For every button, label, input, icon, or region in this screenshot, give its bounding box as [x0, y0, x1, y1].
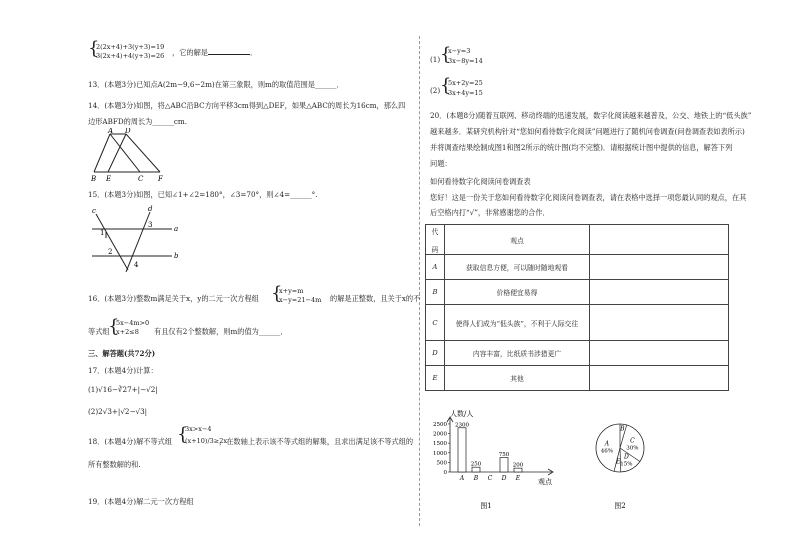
row-code: B	[426, 280, 445, 305]
y-tick-label: 1500	[433, 441, 447, 448]
row-view: 内容丰富，比纸质书涉猎更广	[445, 341, 590, 366]
line-label-d: d	[148, 205, 153, 213]
question-19: 19．(本题4分)解二元一次方程组	[88, 497, 194, 506]
row-check-cell[interactable]	[590, 366, 729, 391]
q12-eq2: 3(2x+4)+4(y+3)=26	[96, 52, 165, 60]
y-tick-label: 2000	[433, 431, 447, 438]
question-14-line1: 14．(本题3分)如图，将△ABC沿BC方向平移3cm得到△DEF，如果△ABC的周长为16cm，那么四	[88, 101, 406, 110]
bar-A	[458, 428, 466, 472]
header-check	[590, 225, 729, 255]
bar-chart-xlabel: 观点	[538, 478, 552, 486]
x-tick-label: E	[515, 475, 521, 482]
pie-chart-title: 图2	[614, 502, 626, 510]
system-brace: {	[271, 283, 283, 304]
q20-line-1: 20．(本题8分)随着互联网、移动终端的迅速发展，数字化阅读越来越普及，公交、地铁上的“低头族”	[430, 111, 752, 120]
q19-2-label: (2)	[430, 86, 441, 95]
question-17: 17．(本题4分)计算：	[88, 366, 158, 375]
question-14-line2: 边形ABFD的周长为______cm.	[88, 117, 188, 126]
pie-slice-percent: 30%	[626, 445, 639, 452]
row-view: 获取信息方便，可以随时随地观看	[445, 255, 590, 280]
row-view: 其他	[445, 366, 590, 391]
x-tick-label: A	[459, 475, 465, 482]
bar-chart-title: 图1	[480, 502, 492, 510]
y-tick-label: 0	[443, 470, 447, 476]
label-D: D	[125, 128, 131, 135]
pie-slice-D: D	[623, 453, 629, 461]
label-E: E	[106, 175, 112, 183]
q19-1-label: (1)	[430, 55, 441, 64]
row-check-cell[interactable]	[590, 280, 729, 305]
y-tick-label: 2500	[433, 421, 447, 428]
question-13: 13．(本题3分)已知点A(2m−9,6−2m)在第三象限，则m的取值范围是______．	[88, 80, 344, 89]
pie-slice-E: E	[615, 458, 621, 466]
x-tick-label: C	[487, 475, 493, 482]
row-check-cell[interactable]	[590, 255, 729, 280]
q17-part2: (2)2√3+|√2−√3|	[88, 407, 148, 416]
q19-2-eq2: 3x+4y=15	[448, 89, 483, 97]
pie-slice-percent: 46%	[600, 448, 614, 455]
q18-text-a: 18．(本题4分)解不等式组	[88, 437, 173, 446]
line-label-c: c	[92, 207, 96, 215]
question-15: 15．(本题3分)如图，已知∠1+∠2=180°，∠3=70°，则∠4=______°.	[88, 190, 318, 199]
bar-E	[514, 468, 522, 472]
q19-1-eq1: x−y=3	[448, 47, 471, 55]
bar-chart-ylabel: 人数/人	[450, 410, 474, 418]
q18-sys-eq1: 3x>x−4	[185, 425, 212, 433]
q16-line2b: 有且仅有2个整数解，则m的值为______．	[154, 327, 288, 336]
row-view: 使得人们成为“低头族”，不利于人际交往	[445, 305, 590, 341]
survey-title: 如何看待数字化阅读问卷调查表	[430, 177, 531, 186]
row-check-cell[interactable]	[590, 341, 729, 366]
survey-intro-2: 后空格内打“√”，非常感谢您的合作．	[430, 208, 550, 217]
q12-text: ，它的解是 ．	[172, 48, 258, 57]
system-brace: {	[108, 316, 120, 337]
row-code: C	[426, 305, 445, 341]
q16-line2a: 等式组	[88, 327, 110, 336]
system-brace: {	[440, 44, 452, 65]
q16-line1b: 的解是正整数，且关于x的不	[330, 294, 421, 303]
section-3-heading: 三、解答题(共72分)	[88, 349, 156, 358]
row-code: E	[426, 366, 445, 391]
y-tick-label: 1000	[433, 450, 447, 457]
table-row	[426, 366, 729, 391]
q20-line-4: 问题：	[430, 159, 452, 168]
q18-text-b: ，在数轴上表示该不等式组的解集，且求出满足该不等式组的	[219, 437, 414, 446]
bar-value-label: 2300	[455, 422, 469, 429]
pie-slice-A: A	[604, 440, 610, 448]
q16-sys1-eq1: x+y=m	[279, 287, 304, 295]
bar-value-label: 200	[512, 462, 524, 469]
q17-part1: (1)√16−∛27+|−√2|	[88, 385, 158, 394]
table-row	[426, 255, 729, 280]
angle-3: 3	[148, 221, 153, 229]
table-row	[426, 305, 729, 341]
bar-D	[500, 458, 508, 472]
label-A: A	[108, 128, 114, 135]
label-C: C	[138, 175, 144, 183]
q16-sys2-eq2: x+2≤8	[116, 328, 139, 336]
q19-1-eq2: 3x−8y=14	[448, 57, 483, 65]
q16-line1a: 16．(本题3分)整数m满足关于x，y的二元一次方程组	[88, 294, 259, 303]
q18-text-c: 所有整数解的和.	[88, 460, 141, 469]
bar-value-label: 750	[498, 452, 510, 459]
system-brace: {	[440, 75, 452, 96]
q20-line-2: 越来越多．某研究机构针对“您如何看待数字化阅读”问题进行了随机问卷调查(问卷调查表如表所示)	[430, 127, 745, 136]
bar-B	[472, 467, 480, 472]
system-brace: {	[88, 38, 100, 59]
q14-translation-figure	[88, 128, 178, 184]
table-header-row	[426, 225, 729, 255]
bar-chart-figure-1	[420, 408, 570, 526]
pie-chart-figure-2	[580, 408, 670, 526]
header-view: 观点	[445, 225, 590, 255]
table-row	[426, 341, 729, 366]
label-B: B	[91, 175, 97, 183]
pie-slice-B: B	[620, 425, 625, 433]
angle-2: 2	[108, 248, 113, 256]
y-tick-label: 500	[436, 460, 447, 467]
answer-blank[interactable]	[208, 47, 250, 55]
row-check-cell[interactable]	[590, 305, 729, 341]
row-view: 价格便宜易得	[445, 280, 590, 305]
q20-line-3: 并将调查结果绘制成图1和图2所示的统计图(均不完整)．请根据统计图中提供的信息，解答下列	[430, 143, 733, 152]
row-code: D	[426, 341, 445, 366]
survey-table	[425, 224, 729, 391]
q15-lines-figure	[88, 204, 184, 276]
survey-intro-1: 您好！这是一份关于您如何看待数字化阅读问卷调查表，请在表格中选择一项您最认同的观点，在其	[430, 193, 747, 202]
header-code: 代 码	[426, 225, 445, 255]
row-code: A	[426, 255, 445, 280]
q16-sys1-eq2: x−y=21−4m	[279, 296, 322, 304]
bar-value-label: 250	[470, 461, 482, 468]
angle-1: 1	[100, 229, 105, 237]
q18-sys-eq2: (x+10)/3≥2x	[185, 437, 228, 445]
line-label-a: a	[174, 225, 179, 233]
q16-sys2-eq1: 5x−4m>0	[116, 319, 150, 327]
table-row	[426, 280, 729, 305]
system-brace: {	[177, 424, 189, 445]
q12-eq1: 2(2x+4)+3(y+3)=19	[96, 43, 165, 51]
x-tick-label: B	[473, 475, 479, 482]
label-F: F	[158, 175, 163, 183]
angle-4: 4	[134, 261, 139, 269]
pie-slice-C: C	[630, 437, 635, 445]
x-tick-label: D	[501, 475, 507, 482]
pie-slice-percent: 15%	[620, 461, 633, 468]
line-label-b: b	[174, 252, 179, 260]
q19-2-eq1: 5x+2y=25	[448, 79, 483, 87]
